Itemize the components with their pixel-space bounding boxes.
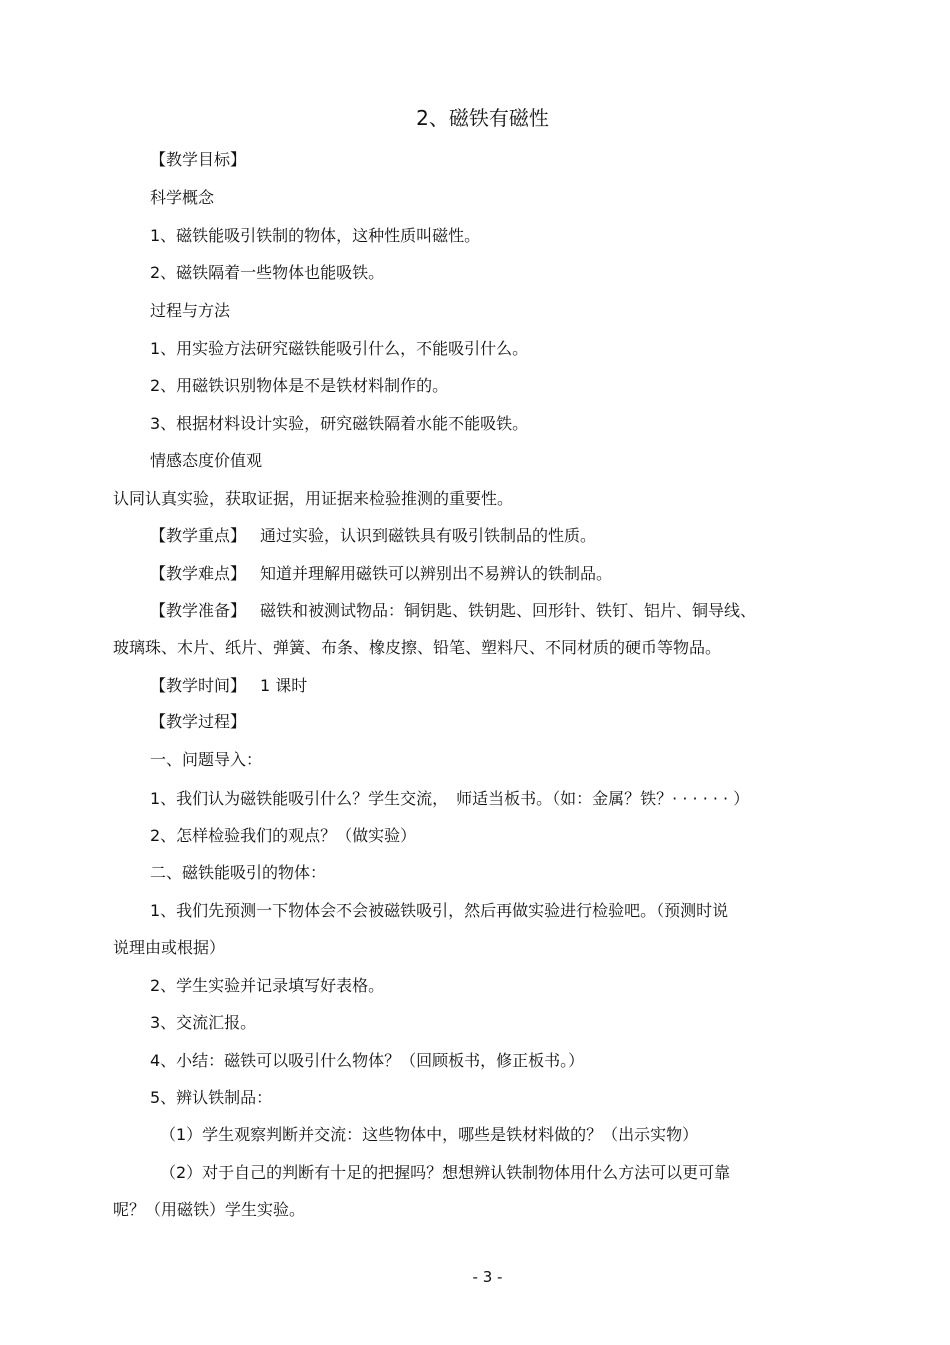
- teaching-time-label: 【教学时间】: [150, 676, 247, 695]
- section2-sub-item-continued: 呢？（用磁铁）学生实验。: [113, 1200, 306, 1219]
- difficulties-label: 【教学难点】: [150, 564, 247, 583]
- section1-item: 1、我们认为磁铁能吸引什么？学生交流， 师适当板书。（如：金属？铁？· · · · · · ）: [150, 789, 750, 808]
- section2-heading: 二、磁铁能吸引的物体：: [150, 863, 327, 882]
- key-points: [150, 525, 596, 547]
- process-item: 3、根据材料设计实验，研究磁铁隔着水能不能吸铁。: [150, 414, 529, 433]
- concept-heading: 科学概念: [150, 188, 215, 207]
- process-label: 【教学过程】: [150, 712, 247, 731]
- section2-sub-item: （2）对于自己的判断有十足的把握吗？想想辨认铁制物体用什么方法可以更可靠: [160, 1163, 731, 1182]
- section2-item: 2、学生实验并记录填写好表格。: [150, 976, 385, 995]
- preparation-label: 【教学准备】: [150, 601, 247, 620]
- concept-item: 1、磁铁能吸引铁制的物体，这种性质叫磁性。: [150, 226, 481, 245]
- section1-heading: 一、问题导入：: [150, 750, 263, 769]
- attitude-heading: 情感态度价值观: [150, 451, 263, 470]
- process-item: 2、用磁铁识别物体是不是铁材料制作的。: [150, 376, 449, 395]
- page-title: 2、磁铁有磁性: [416, 106, 549, 130]
- teaching-time-text: 1 课时: [260, 676, 308, 695]
- key-points-text: 通过实验，认识到磁铁具有吸引铁制品的性质。: [260, 526, 597, 545]
- preparation: [150, 600, 756, 622]
- teaching-time: [150, 675, 307, 697]
- process-item: 1、用实验方法研究磁铁能吸引什么，不能吸引什么。: [150, 339, 529, 358]
- attitude-text: 认同认真实验，获取证据，用证据来检验推测的重要性。: [113, 489, 514, 508]
- preparation-text-continued: 玻璃珠、木片、纸片、弹簧、布条、橡皮擦、铅笔、塑料尺、不同材质的硬币等物品。: [113, 638, 722, 657]
- difficulties: [150, 563, 612, 585]
- section2-item-continued: 说理由或根据）: [113, 938, 226, 957]
- objectives-heading: 【教学目标】: [150, 150, 247, 169]
- preparation-text: 磁铁和被测试物品：铜钥匙、铁钥匙、回形针、铁钉、铝片、铜导线、: [260, 601, 757, 620]
- section2-item: 5、辨认铁制品：: [150, 1088, 273, 1107]
- page-number: - 3 -: [472, 1268, 503, 1286]
- process-heading: 过程与方法: [150, 301, 231, 320]
- section2-item: 1、我们先预测一下物体会不会被磁铁吸引，然后再做实验进行检验吧。（预测时说: [150, 901, 729, 920]
- key-points-label: 【教学重点】: [150, 526, 247, 545]
- section2-sub-item: （1）学生观察判断并交流：这些物体中，哪些是铁材料做的？（出示实物）: [160, 1125, 699, 1144]
- concept-item: 2、磁铁隔着一些物体也能吸铁。: [150, 263, 385, 282]
- section1-item: 2、怎样检验我们的观点？（做实验）: [150, 826, 417, 845]
- section2-item: 4、小结：磁铁可以吸引什么物体？（回顾板书，修正板书。）: [150, 1051, 585, 1070]
- section2-item: 3、交流汇报。: [150, 1013, 257, 1032]
- difficulties-text: 知道并理解用磁铁可以辨别出不易辨认的铁制品。: [260, 564, 613, 583]
